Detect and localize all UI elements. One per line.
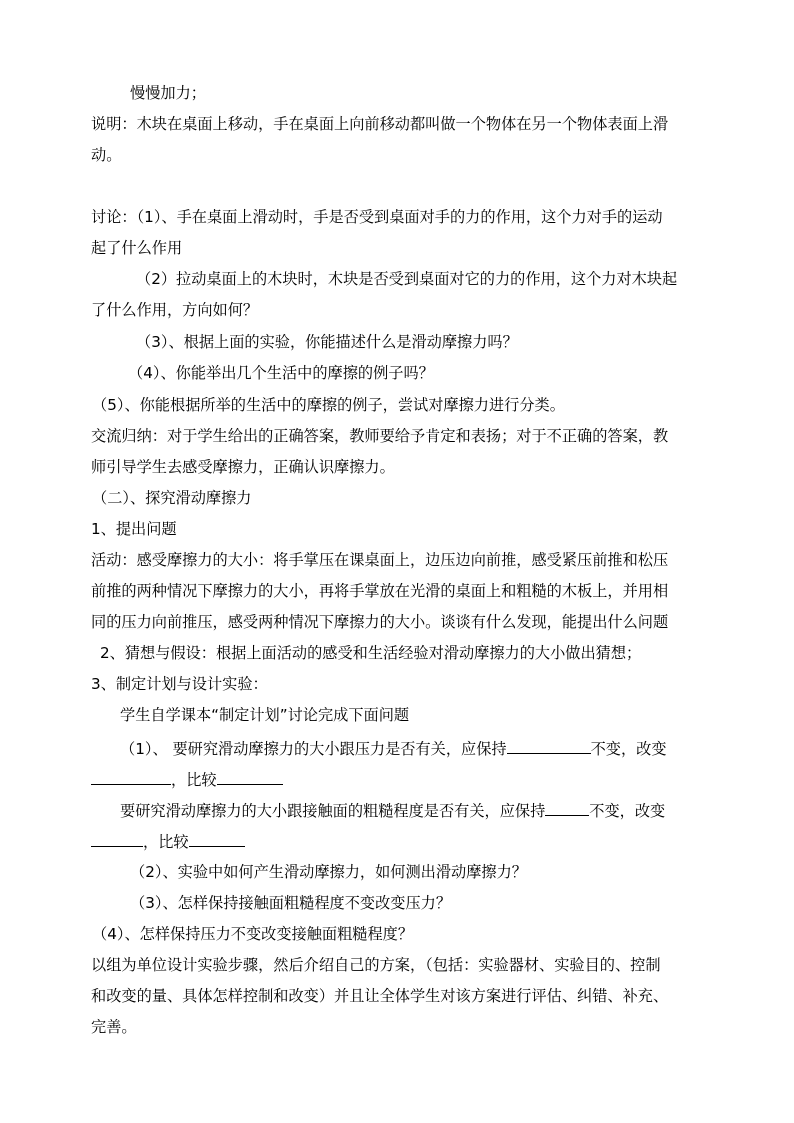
text-line: 师引导学生去感受摩擦力，正确认识摩擦力。	[91, 458, 395, 476]
text-line: 交流归纳：对于学生给出的正确答案，教师要给予肯定和表扬；对于不正确的答案，教	[91, 427, 669, 445]
question-text: （1）、 要研究滑动摩擦力的大小跟压力是否有关，应保持	[120, 740, 507, 758]
text-line: （3）、怎样保持接触面粗糙程度不变改变压力？	[130, 894, 452, 912]
question-text: 不变，改变	[589, 802, 666, 820]
answer-blank[interactable]	[507, 738, 591, 754]
answer-blank[interactable]	[91, 769, 171, 785]
text-line: 讨论：（1）、手在桌面上滑动时，手是否受到桌面对手的力的作用，这个力对手的运动	[91, 208, 663, 226]
answer-blank[interactable]	[91, 831, 143, 847]
text-line: 学生自学课本“制定计划”讨论完成下面问题	[120, 706, 410, 724]
text-line: （5）、你能根据所举的生活中的摩擦的例子，尝试对摩擦力进行分类。	[92, 396, 565, 414]
fill-in-line	[91, 769, 283, 790]
section-heading: 1、提出问题	[91, 520, 177, 538]
text-line: （2）拉动桌面上的木块时，木块是否受到桌面对它的力的作用，这个力对木块起	[136, 270, 678, 288]
question-text: 要研究滑动摩擦力的大小跟接触面的粗糙程度是否有关，应保持	[120, 802, 546, 820]
text-line: 慢慢加力；	[130, 84, 206, 102]
text-line: 以组为单位设计实验步骤，然后介绍自己的方案，（包括：实验器材、实验目的、控制	[91, 956, 661, 974]
fill-in-line	[91, 831, 245, 852]
text-line: 同的压力向前推压，感受两种情况下摩擦力的大小。谈谈有什么发现，能提出什么问题	[91, 613, 669, 631]
text-line: 起了什么作用	[91, 239, 183, 257]
question-text: ，比较	[143, 833, 189, 851]
text-line: （2）、实验中如何产生滑动摩擦力，如何测出滑动摩擦力？	[130, 863, 527, 881]
text-line: 动。	[91, 146, 122, 164]
text-line: 2、猜想与假设：根据上面活动的感受和生活经验对滑动摩擦力的大小做出猜想；	[100, 644, 642, 662]
text-line: 活动：感受摩擦力的大小：将手掌压在课桌面上，边压边向前推，感受紧压前推和松压	[91, 551, 669, 569]
question-text: 不变，改变	[590, 740, 667, 758]
text-line: 前推的两种情况下摩擦力的大小，再将手掌放在光滑的桌面上和粗糙的木板上，并用相	[91, 582, 669, 600]
answer-blank[interactable]	[545, 800, 589, 816]
section-heading: （二）、探究滑动摩擦力	[92, 489, 252, 507]
text-line: （3）、根据上面的实验，你能描述什么是滑动摩擦力吗？	[136, 333, 518, 351]
text-line: 了什么作用，方向如何？	[91, 301, 259, 319]
text-line: （4）、你能举出几个生活中的摩擦的例子吗？	[128, 364, 434, 382]
fill-in-line	[120, 800, 665, 821]
answer-blank[interactable]	[217, 769, 283, 785]
fill-in-line	[120, 738, 667, 759]
text-line: 说明：木块在桌面上移动，手在桌面上向前移动都叫做一个物体在另一个物体表面上滑	[91, 115, 669, 133]
text-line: 完善。	[91, 1018, 137, 1036]
text-line: 和改变的量、具体怎样控制和改变）并且让全体学生对该方案进行评估、纠错、补充、	[91, 987, 669, 1005]
question-text: ，比较	[171, 771, 217, 789]
section-heading: 3、制定计划与设计实验：	[91, 675, 268, 693]
answer-blank[interactable]	[189, 831, 245, 847]
text-line: （4）、怎样保持压力不变改变接触面粗糙程度？	[92, 925, 414, 943]
